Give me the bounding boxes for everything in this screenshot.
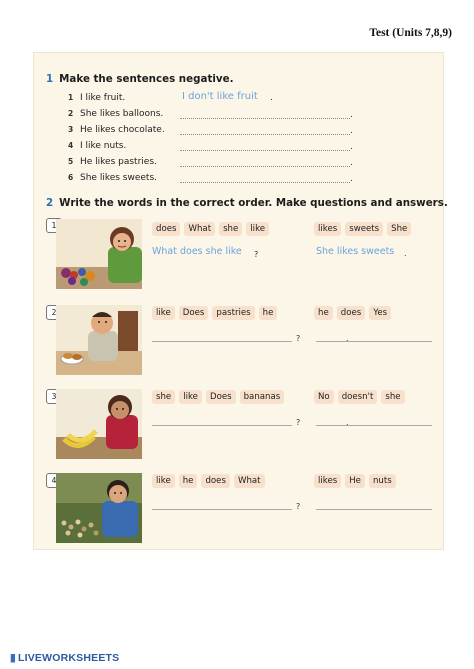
sentence-end: . [350, 142, 353, 152]
question-mark: ? [296, 502, 301, 511]
item-number: 1 [68, 93, 74, 102]
question-mark: ? [296, 334, 301, 343]
question-word-chips [152, 222, 269, 236]
sentence-end: . [270, 93, 273, 103]
question-answer-input[interactable]: What does she like [152, 246, 242, 257]
item-number: 4 [68, 141, 74, 150]
answer-word-chips [314, 474, 396, 488]
sentence-text: I like nuts. [80, 141, 127, 151]
word-chip[interactable]: he [179, 474, 198, 488]
word-chip[interactable]: she [152, 390, 175, 404]
exercise-number: 2 [46, 197, 54, 209]
girl-with-bananas-illustration [56, 389, 142, 459]
exercise-row [68, 125, 170, 139]
question-answer-input[interactable] [152, 329, 292, 342]
sentence-text: She likes balloons. [80, 109, 164, 119]
exercise-row [68, 173, 170, 187]
question-word-chips [152, 390, 284, 404]
word-chip[interactable]: What [234, 474, 265, 488]
word-chip[interactable]: She [387, 222, 411, 236]
word-chip[interactable]: like [179, 390, 202, 404]
answer-answer-input[interactable] [316, 329, 432, 342]
question-mark: ? [296, 418, 301, 427]
question-number-badge: 4 [46, 473, 62, 488]
exercise-row [68, 141, 170, 155]
word-chip[interactable]: likes [314, 474, 341, 488]
word-chip[interactable]: He [345, 474, 365, 488]
answer-input[interactable] [180, 108, 350, 119]
sentence-end: . [404, 249, 407, 258]
word-chip[interactable]: he [314, 306, 333, 320]
answer-word-chips [314, 222, 411, 236]
question-word-chips [152, 474, 265, 488]
sentence-text: She likes sweets. [80, 173, 157, 183]
boy-eating-pastries-illustration [56, 305, 142, 375]
word-chip[interactable]: nuts [369, 474, 396, 488]
question-mark: ? [254, 250, 259, 259]
sentence-text: He likes pastries. [80, 157, 157, 167]
sentence-end: . [350, 158, 353, 168]
word-chip[interactable]: Does [206, 390, 236, 404]
word-chip[interactable]: he [259, 306, 278, 320]
page-title: Test (Units 7,8,9) [369, 27, 452, 39]
word-chip[interactable]: sweets [345, 222, 383, 236]
question-answer-input[interactable] [152, 497, 292, 510]
word-chip[interactable]: likes [314, 222, 341, 236]
exercise-2-heading [46, 197, 448, 209]
answer-answer-input[interactable] [316, 413, 432, 426]
word-chip[interactable]: like [246, 222, 269, 236]
liveworksheets-logo [10, 652, 119, 664]
word-chip[interactable]: she [381, 390, 404, 404]
exercise-instruction: Write the words in the correct order. Make questions and answers. [59, 197, 448, 209]
sentence-end: . [350, 110, 353, 120]
item-number: 6 [68, 173, 74, 182]
answer-answer-input[interactable] [316, 497, 432, 510]
exercise-number: 1 [46, 73, 54, 85]
word-chip[interactable]: What [184, 222, 215, 236]
sentence-end: . [346, 418, 349, 427]
word-chip[interactable]: Does [179, 306, 209, 320]
exercise-row [68, 93, 170, 107]
worksheet-page [33, 52, 448, 550]
word-chip[interactable]: pastries [212, 306, 254, 320]
answer-answer-input[interactable]: She likes sweets [316, 246, 395, 257]
word-chip[interactable]: No [314, 390, 334, 404]
sentence-end: . [350, 174, 353, 184]
word-chip[interactable]: she [219, 222, 242, 236]
question-number-badge: 1 [46, 218, 62, 233]
question-number-badge: 3 [46, 389, 62, 404]
word-chip[interactable]: Yes [369, 306, 391, 320]
sentence-text: He likes chocolate. [80, 125, 165, 135]
answer-input[interactable] [180, 124, 350, 135]
item-number: 5 [68, 157, 74, 166]
answer-input[interactable] [180, 156, 350, 167]
sentence-end: . [346, 334, 349, 343]
answer-word-chips [314, 306, 391, 320]
girl-eating-sweets-illustration [56, 219, 142, 289]
boy-with-nuts-illustration [56, 473, 142, 543]
word-chip[interactable]: like [152, 306, 175, 320]
word-chip[interactable]: does [201, 474, 229, 488]
word-chip[interactable]: bananas [240, 390, 285, 404]
exercise-1-heading [46, 73, 234, 85]
item-number: 3 [68, 125, 74, 134]
exercise-row [68, 109, 170, 123]
word-chip[interactable]: like [152, 474, 175, 488]
logo-icon: ▮ [10, 652, 16, 664]
question-number-badge: 2 [46, 305, 62, 320]
exercise-instruction: Make the sentences negative. [59, 73, 234, 85]
word-chip[interactable]: does [337, 306, 365, 320]
sentence-text: I like fruit. [80, 93, 126, 103]
answer-input[interactable] [180, 140, 350, 151]
answer-input[interactable] [180, 172, 350, 183]
answer-input[interactable]: I don't like fruit [182, 91, 258, 102]
exercise-row [68, 157, 170, 171]
word-chip[interactable]: doesn't [338, 390, 378, 404]
answer-word-chips [314, 390, 405, 404]
logo-text: LIVEWORKSHEETS [17, 652, 120, 664]
question-answer-input[interactable] [152, 413, 292, 426]
word-chip[interactable]: does [152, 222, 180, 236]
question-word-chips [152, 306, 277, 320]
sentence-end: . [350, 126, 353, 136]
item-number: 2 [68, 109, 74, 118]
